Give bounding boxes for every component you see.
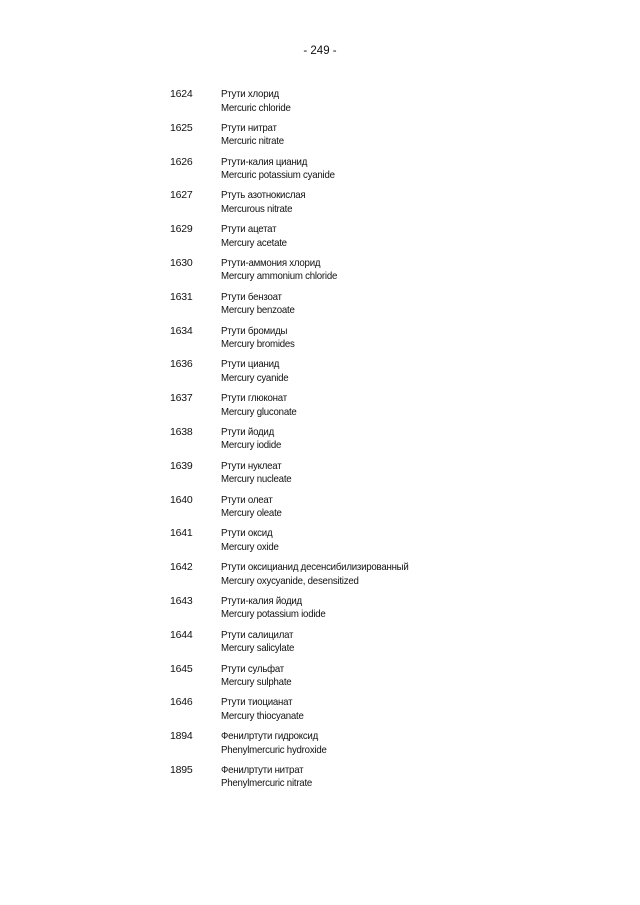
- entry-names: [221, 561, 425, 595]
- entry-name-en: Phenylmercuric hydroxide: [221, 743, 327, 756]
- entry-names: [221, 629, 301, 663]
- list-item: [170, 189, 610, 223]
- entry-names: [221, 696, 311, 730]
- entry-names: [221, 730, 336, 764]
- entry-code: 1640: [170, 493, 193, 506]
- entry-name-en: Mercury sulphate: [221, 676, 292, 689]
- entry-name-ru: Ртути оксид: [221, 527, 273, 540]
- entry-name-en: Mercury gluconate: [221, 405, 297, 418]
- list-item: [170, 426, 610, 460]
- entry-name-en: Mercuric potassium cyanide: [221, 169, 335, 182]
- entry-names: [221, 764, 320, 798]
- entry-name-en: Mercuric chloride: [221, 101, 291, 114]
- list-item: [170, 730, 610, 764]
- entry-code: 1626: [170, 155, 193, 168]
- entry-name-ru: Ртути бромиды: [221, 324, 288, 337]
- list-item: [170, 764, 610, 798]
- entry-list: [170, 88, 610, 798]
- entry-names: [221, 257, 347, 291]
- entry-name-ru: Ртути нуклеат: [221, 459, 282, 472]
- entry-names: [221, 494, 287, 528]
- entry-code: 1634: [170, 324, 193, 337]
- entry-names: [221, 358, 294, 392]
- entry-code: 1636: [170, 358, 193, 371]
- list-item: [170, 325, 610, 359]
- entry-code: 1638: [170, 425, 193, 438]
- entry-name-ru: Ртути сульфат: [221, 662, 284, 675]
- entry-name-ru: Ртути йодид: [221, 425, 275, 438]
- entry-name-en: Mercuric nitrate: [221, 135, 284, 148]
- entry-name-en: Phenylmercuric nitrate: [221, 777, 313, 790]
- entry-name-en: Mercury potassium iodide: [221, 608, 326, 621]
- list-item: [170, 663, 610, 697]
- entry-code: 1641: [170, 527, 193, 540]
- entry-names: [221, 595, 335, 629]
- list-item: [170, 156, 610, 190]
- entry-names: [221, 392, 303, 426]
- list-item: [170, 527, 610, 561]
- list-item: [170, 257, 610, 291]
- entry-names: [221, 156, 345, 190]
- entry-name-ru: Ртуть азотнокислая: [221, 189, 306, 202]
- entry-name-en: Mercury cyanide: [221, 371, 289, 384]
- list-item: [170, 595, 610, 629]
- entry-code: 1627: [170, 189, 193, 202]
- entry-name-ru: Ртути салицилат: [221, 628, 294, 641]
- entry-name-ru: Ртути тиоцианат: [221, 696, 293, 709]
- entry-name-en: Mercury iodide: [221, 439, 282, 452]
- list-item: [170, 392, 610, 426]
- entry-code: 1646: [170, 696, 193, 709]
- entry-code: 1639: [170, 459, 193, 472]
- entry-name-ru: Ртути глюконат: [221, 392, 287, 405]
- entry-names: [221, 122, 289, 156]
- entry-code: 1625: [170, 121, 193, 134]
- entry-names: [221, 291, 301, 325]
- entry-code: 1631: [170, 290, 193, 303]
- entry-name-en: Mercury oleate: [221, 507, 282, 520]
- entry-name-ru: Ртути бензоат: [221, 290, 282, 303]
- entry-code: 1643: [170, 594, 193, 607]
- entry-names: [221, 189, 313, 223]
- entry-code: 1644: [170, 628, 193, 641]
- entry-names: [221, 460, 298, 494]
- entry-names: [221, 325, 301, 359]
- entry-names: [221, 223, 293, 257]
- list-item: [170, 291, 610, 325]
- entry-name-ru: Фенилртути гидроксид: [221, 730, 319, 743]
- list-item: [170, 629, 610, 663]
- entry-name-en: Mercury acetate: [221, 236, 287, 249]
- list-item: [170, 561, 610, 595]
- entry-name-en: Mercurous nitrate: [221, 202, 293, 215]
- entry-name-ru: Ртути цианид: [221, 358, 280, 371]
- entry-name-ru: Ртути хлорид: [221, 88, 279, 100]
- entry-name-en: Mercury thiocyanate: [221, 709, 304, 722]
- list-item: [170, 358, 610, 392]
- entry-names: [221, 527, 284, 561]
- entry-name-en: Mercury ammonium chloride: [221, 270, 338, 283]
- entry-code: 1630: [170, 256, 193, 269]
- list-item: [170, 696, 610, 730]
- entry-name-ru: Ртути олеат: [221, 493, 273, 506]
- list-item: [170, 122, 610, 156]
- entry-code: 1637: [170, 392, 193, 405]
- entry-name-en: Mercury oxycyanide, desensitized: [221, 574, 359, 587]
- entry-name-ru: Ртути оксицианид десенсибилизированный: [221, 561, 409, 574]
- entry-names: [221, 88, 297, 122]
- entry-name-en: Mercury benzoate: [221, 304, 295, 317]
- entry-name-en: Mercury salicylate: [221, 642, 295, 655]
- entry-code: 1895: [170, 763, 193, 776]
- list-item: [170, 460, 610, 494]
- entry-names: [221, 663, 298, 697]
- entry-code: 1645: [170, 662, 193, 675]
- list-item: [170, 223, 610, 257]
- entry-name-ru: Ртути-калия йодид: [221, 594, 302, 607]
- entry-code: 1624: [170, 88, 193, 100]
- entry-name-ru: Ртути ацетат: [221, 223, 277, 236]
- entry-name-en: Mercury oxide: [221, 540, 279, 553]
- entry-name-ru: Ртути-калия цианид: [221, 155, 308, 168]
- entry-code: 1894: [170, 730, 193, 743]
- entry-name-en: Mercury nucleate: [221, 473, 292, 486]
- entry-name-ru: Фенилртути нитрат: [221, 763, 304, 776]
- entry-names: [221, 426, 286, 460]
- entry-name-ru: Ртути-аммония хлорид: [221, 256, 321, 269]
- entry-code: 1629: [170, 223, 193, 236]
- entry-code: 1642: [170, 561, 193, 574]
- entry-name-ru: Ртути нитрат: [221, 121, 277, 134]
- list-item: [170, 88, 610, 122]
- entry-name-en: Mercury bromides: [221, 338, 295, 351]
- list-item: [170, 494, 610, 528]
- page-number: - 249 -: [303, 45, 337, 57]
